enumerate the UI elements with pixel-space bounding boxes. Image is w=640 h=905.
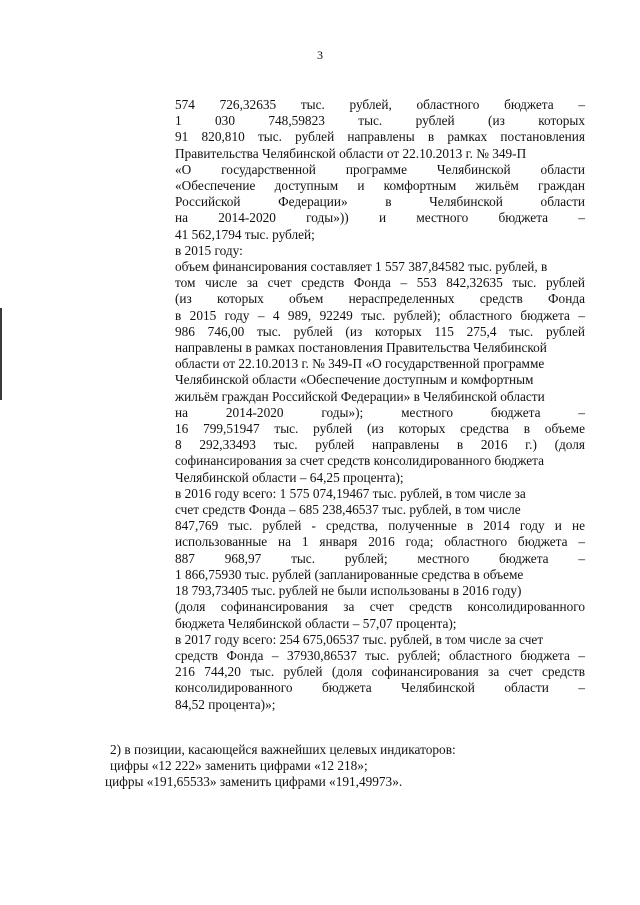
amendment-text (105, 742, 456, 791)
body-line: софинансирования за счет средств консолидированного бюджета (175, 453, 545, 469)
body-line: консолидированного бюджета Челябинской области – (175, 680, 585, 696)
body-line: 41 562,1794 тыс. рублей; (175, 226, 315, 242)
body-line: Челябинской области «Обеспечение доступным и комфортным (175, 372, 534, 388)
body-line: области от 22.10.2013 г. № 349-П «О государственной программе (175, 356, 545, 372)
amendment-line: цифры «12 222» заменить цифрами «12 218»; (110, 758, 368, 774)
body-line: «Обеспечение доступным и комфортным жильём граждан (175, 178, 585, 194)
body-line: в 2015 году: (175, 242, 243, 258)
body-line: «О государственной программе Челябинской области (175, 161, 585, 177)
body-line: 1 866,75930 тыс. рублей (запланированные средства в объеме (175, 566, 524, 582)
body-line: жильём граждан Российской Федерации» в Челябинской области (175, 388, 545, 404)
body-line: 91 820,810 тыс. рублей направлены в рамках постановления (175, 129, 585, 145)
body-line: 1 030 748,59823 тыс. рублей (из которых (175, 113, 585, 129)
body-line: 8 292,33493 тыс. рублей направлены в 2016 г.) (доля (175, 437, 585, 453)
body-line: на 2014-2020 годы»)) и местного бюджета – (175, 210, 585, 226)
body-line: том числе за счет средств Фонда – 553 842,32635 тыс. рублей (175, 275, 585, 291)
body-line: 16 799,51947 тыс. рублей (из которых средства в объеме (175, 421, 585, 437)
body-line: счет средств Фонда – 685 238,46537 тыс. рублей, в том числе (175, 502, 521, 518)
body-line: 847,769 тыс. рублей - средства, полученные в 2014 году и не (175, 518, 585, 534)
body-line: на 2014-2020 годы»); местного бюджета – (175, 404, 585, 420)
body-line: объем финансирования составляет 1 557 387,84582 тыс. рублей, в (175, 259, 548, 275)
body-line: Правительства Челябинской области от 22.10.2013 г. № 349-П (175, 145, 527, 161)
amendment-line: 2) в позиции, касающейся важнейших целевых индикаторов: (110, 742, 456, 757)
body-line: 216 744,20 тыс. рублей (доля софинансирования за счет средств (175, 664, 585, 680)
body-line: 574 726,32635 тыс. рублей, областного бюджета – (175, 97, 585, 112)
body-line: 986 746,00 тыс. рублей (из которых 115 275,4 тыс. рублей (175, 323, 585, 339)
body-line: в 2016 году всего: 1 575 074,19467 тыс. рублей, в том числе за (175, 485, 526, 501)
body-line: в 2015 году – 4 989, 92249 тыс. рублей); областного бюджета – (175, 307, 585, 323)
body-line: (из которых объем нераспределенных средств Фонда (175, 291, 585, 307)
body-line: бюджета Челябинской области – 57,07 процента); (175, 615, 457, 631)
body-line: Российской Федерации» в Челябинской области (175, 194, 585, 210)
body-line: Челябинской области – 64,25 процента); (175, 469, 404, 485)
body-line: в 2017 году всего: 254 675,06537 тыс. рублей, в том числе за счет (175, 631, 544, 647)
body-line: средств Фонда – 37930,86537 тыс. рублей; областного бюджета – (175, 647, 585, 663)
body-line: 84,52 процента)»; (175, 696, 276, 712)
amendment-line: цифры «191,65533» заменить цифрами «191,49973». (105, 774, 403, 790)
body-line: (доля софинансирования за счет средств консолидированного (175, 599, 585, 615)
body-line: направлены в рамках постановления Правительства Челябинской (175, 340, 547, 356)
body-line: 18 793,73405 тыс. рублей не были использованы в 2016 году) (175, 583, 522, 599)
body-line: использованные на 1 января 2016 года; областного бюджета – (175, 534, 585, 550)
margin-mark (0, 308, 2, 400)
body-line: 887 968,97 тыс. рублей; местного бюджета – (175, 550, 585, 566)
page-number: 3 (317, 48, 323, 62)
body-text (175, 97, 585, 713)
